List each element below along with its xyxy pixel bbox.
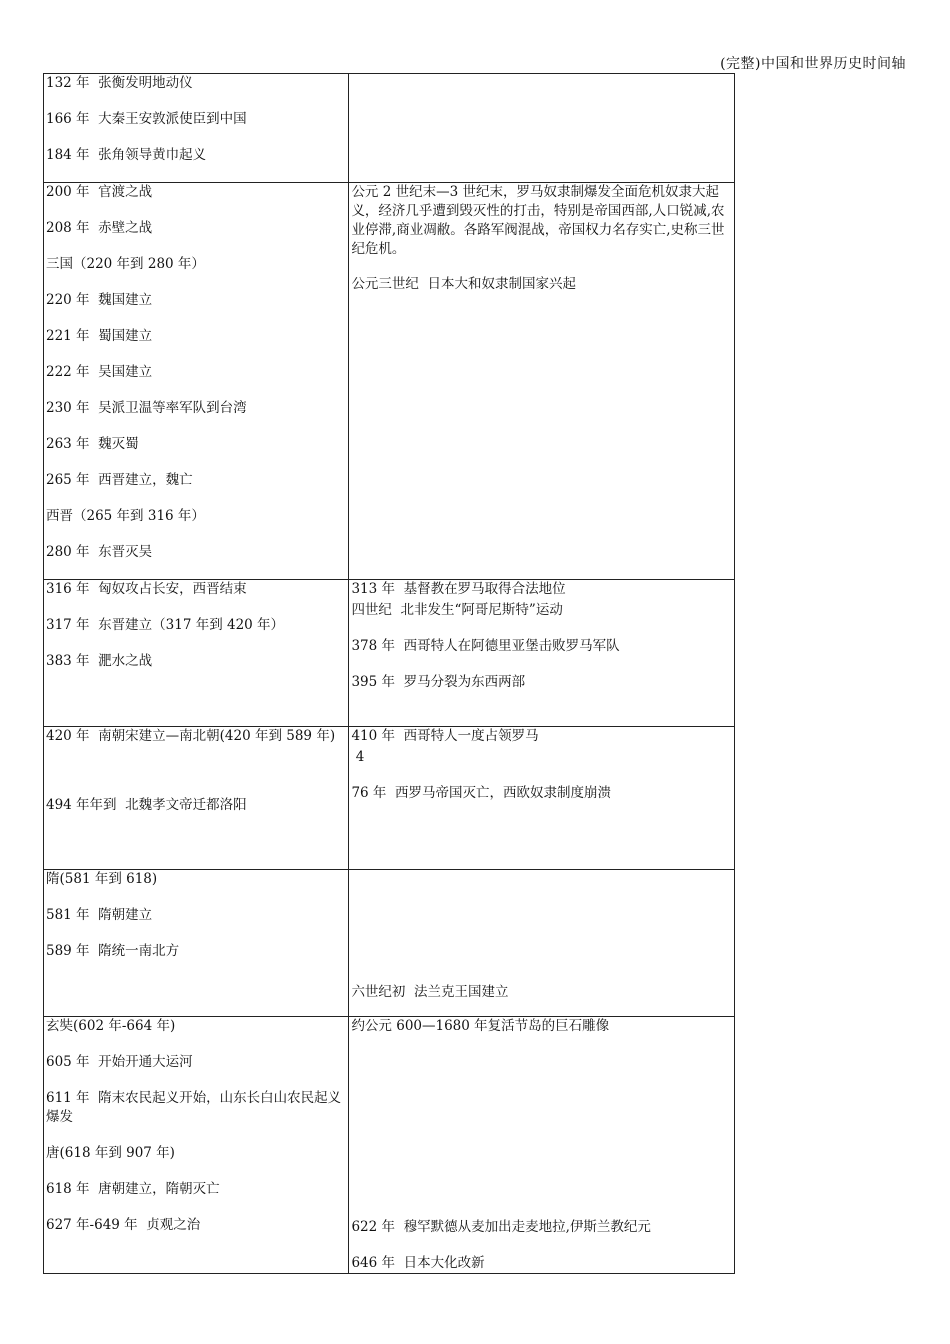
table-row (44, 1017, 735, 1274)
table-row (44, 870, 735, 1017)
china-event: 589 年 隋统一南北方 (46, 943, 180, 959)
china-event: 230 年 吴派卫温等率军队到台湾 (46, 400, 247, 416)
china-event: 208 年 赤壁之战 (46, 220, 153, 236)
china-event: 221 年 蜀国建立 (46, 328, 153, 344)
page-header-title: (完整)中国和世界历史时间轴 (720, 56, 906, 72)
world-cell (349, 870, 735, 1017)
china-event: 317 年 东晋建立（317 年到 420 年） (46, 617, 285, 633)
china-cell (44, 183, 349, 580)
china-event: 383 年 淝水之战 (46, 653, 153, 669)
world-event: 410 年 西哥特人一度占领罗马 (351, 728, 539, 744)
china-event: 西晋（265 年到 316 年） (46, 508, 205, 524)
china-event: 420 年 南朝宋建立—南北朝(420 年到 589 年) (46, 728, 336, 744)
china-cell (44, 1017, 349, 1274)
china-event: 265 年 西晋建立，魏亡 (46, 472, 193, 488)
china-event: 280 年 东晋灭吴 (46, 544, 153, 560)
world-event: 378 年 西哥特人在阿德里亚堡击败罗马军队 (351, 638, 620, 654)
table-row (44, 183, 735, 580)
china-event: 184 年 张角领导黄巾起义 (46, 147, 207, 163)
china-event: 618 年 唐朝建立，隋朝灭亡 (46, 1181, 220, 1197)
china-event: 494 年年到 北魏孝文帝迁都洛阳 (46, 797, 247, 813)
china-event: 唐(618 年到 907 年) (46, 1145, 175, 1161)
world-cell (349, 74, 735, 183)
china-cell (44, 870, 349, 1017)
china-event: 三国（220 年到 280 年） (46, 256, 205, 272)
china-cell (44, 74, 349, 183)
world-event: 395 年 罗马分裂为东西两部 (351, 674, 526, 690)
china-event: 200 年 官渡之战 (46, 184, 153, 200)
china-cell (44, 580, 349, 727)
china-event: 隋(581 年到 618) (46, 871, 158, 887)
world-event: 公元三世纪 日本大和奴隶制国家兴起 (351, 276, 577, 292)
world-event: 313 年 基督教在罗马取得合法地位 (351, 581, 566, 597)
china-event: 132 年 张衡发明地动仪 (46, 75, 193, 91)
world-cell (349, 1017, 735, 1274)
world-event: 4 (351, 749, 365, 765)
world-event: 76 年 西罗马帝国灭亡，西欧奴隶制度崩溃 (351, 785, 611, 801)
china-event: 605 年 开始开通大运河 (46, 1054, 193, 1070)
table-row (44, 727, 735, 870)
china-event: 玄奘(602 年-664 年) (46, 1018, 176, 1034)
china-event: 611 年 隋末农民起义开始，山东长白山农民起义爆发 (46, 1090, 342, 1125)
world-cell (349, 727, 735, 870)
china-event: 222 年 吴国建立 (46, 364, 153, 380)
world-event: 四世纪 北非发生“阿哥尼斯特”运动 (351, 602, 563, 618)
china-event: 316 年 匈奴攻占长安，西晋结束 (46, 581, 247, 597)
table-row (44, 580, 735, 727)
china-cell (44, 727, 349, 870)
table-row (44, 74, 735, 183)
world-event: 公元 2 世纪末—3 世纪末，罗马奴隶制爆发全面危机奴隶大起义，经济几乎遭到毁灭性的打击，特别是帝国西部,人口锐减,农业停滞,商业凋敝。各路军阀混战，帝国权力名存实亡,史称三世纪危机。 (351, 184, 725, 257)
world-cell (349, 183, 735, 580)
china-event: 581 年 隋朝建立 (46, 907, 153, 923)
china-event: 263 年 魏灭蜀 (46, 436, 139, 452)
world-cell (349, 580, 735, 727)
world-event: 约公元 600—1680 年复活节岛的巨石雕像 (351, 1018, 610, 1034)
china-event: 627 年-649 年 贞观之治 (46, 1217, 201, 1233)
world-event: 622 年 穆罕默德从麦加出走麦地拉,伊斯兰教纪元 (351, 1219, 651, 1235)
china-event: 166 年 大秦王安敦派使臣到中国 (46, 111, 247, 127)
history-timeline-table (43, 73, 735, 1274)
world-event: 646 年 日本大化改新 (351, 1255, 485, 1271)
world-event: 六世纪初 法兰克王国建立 (351, 984, 509, 1000)
china-event: 220 年 魏国建立 (46, 292, 153, 308)
